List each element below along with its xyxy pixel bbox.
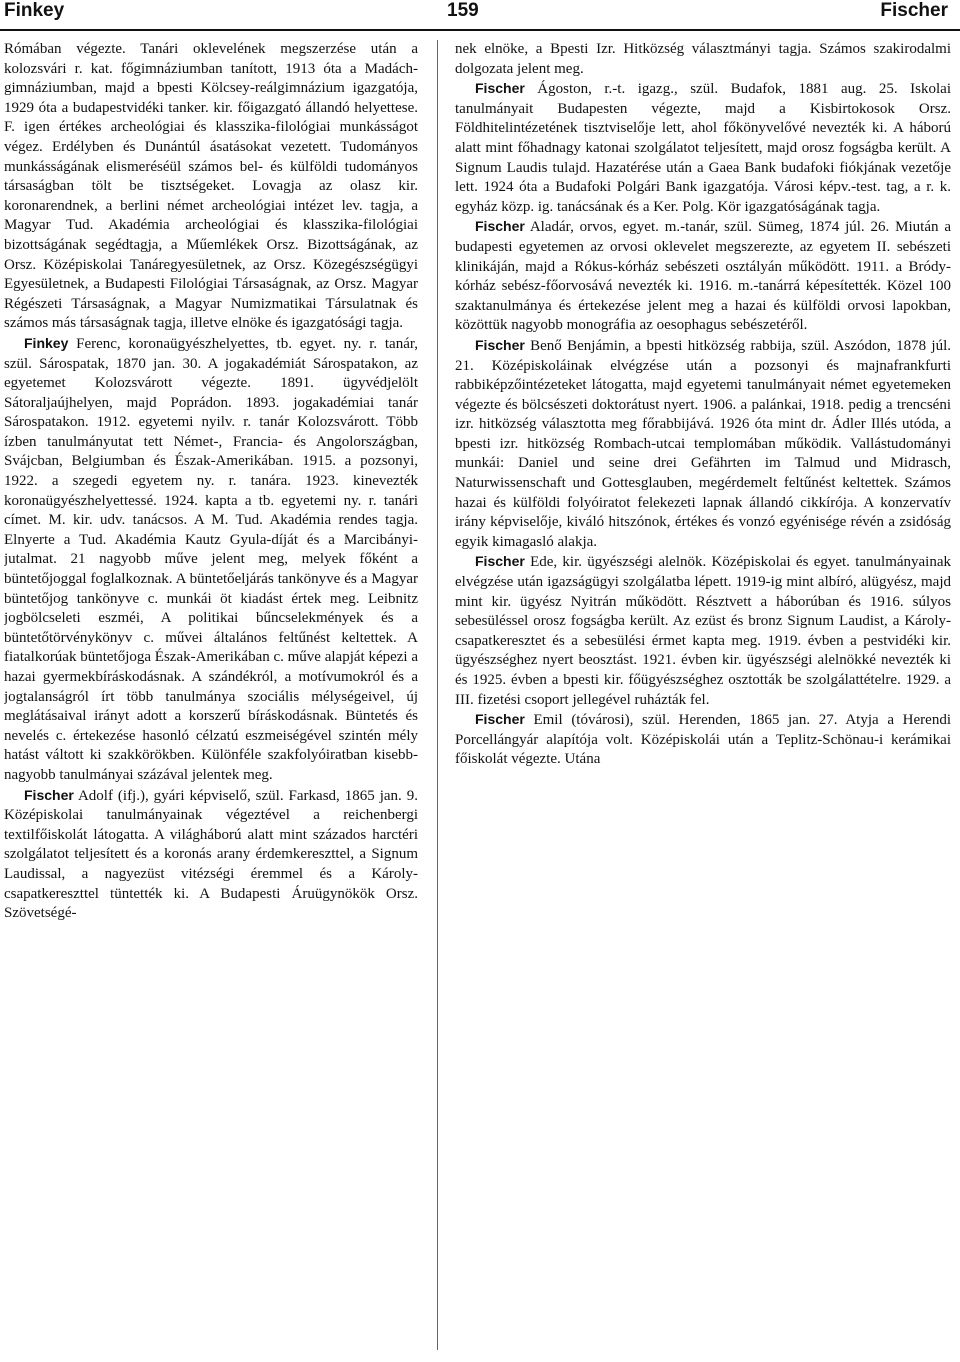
running-header (0, 0, 960, 26)
entry-headword: Finkey (24, 334, 69, 351)
entry-text: Ede, kir. ügyészségi alelnök. Középiskolai és egyet. tanulmányainak elvégzése után igazságügyi szolgálatba lépett. 1919-ig mint albíró, alügyész, majd mint kir. ügyész Nyitrán működött. Résztvett a háborúban és 1916. súlyos sebesüléssel orosz fogságba került. Az ezüst és bronz Signum Laudist, a Károly-csapatkeresztet és a sebesülési érmet kapta meg. 1919. évben a pestvidéki kir. ügyészséghez nyert beosztást. 1921. évben kir. ügyészségi alelnökké nevezték ki és 1925. évben a bpesti kir. főügyészséghez osztották be szolgálattételre. 1929. a III. fizetési csoport jellegével ruházták fel. (455, 554, 951, 708)
entry-text: nek elnöke, a Bpesti Izr. Hitközség választmányi tagja. Számos szakirodalmi dolgozata jelent meg. (455, 41, 951, 77)
entry-finkey-ferenc (4, 334, 418, 786)
entry-headword: Fischer (475, 336, 525, 353)
header-first-entry: Finkey (4, 0, 65, 21)
entry-continuation (455, 40, 951, 79)
entry-fischer-agoston (455, 79, 951, 217)
entry-continuation (4, 40, 418, 334)
entry-text: Aladár, orvos, egyet. m.-tanár, szül. Sümeg, 1874 júl. 26. Miután a budapesti egyetemen az orvosi oklevelet megszerezte, az egyetem II. sebészeti klinikáján, majd a Rókus-kórház sebészeti osztályán működött. 1911. a Bródy-kórház sebész-főorvosává nevezték ki. 1916. m.-tanárrá képesítették. Közel 100 szaktanulmánya és értekezése jelent meg a hazai és külföldi orvosi lapokban, közöttük nagyobb monográfia az oesophagus sebészetéről. (455, 219, 951, 334)
entry-text: Emil (tóvárosi), szül. Herenden, 1865 jan. 27. Atyja a Herendi Porcellángyár alapítója volt. Középiskolái után a Teplitz-Schönau-i kerámikai főiskolát végezte. Utána (455, 712, 951, 768)
entry-headword: Fischer (475, 711, 525, 728)
entry-text: Rómában végezte. Tanári oklevelének megszerzése után a kolozsvári r. kat. főgimnáziumban tanított, 1913 óta a Madách-gimnáziumban, majd a bpesti Kölcsey-reálgimnázium igazgatója, 1929 óta a budapestvidéki tanker. kir. főigazgató állandó helyettese. F. igen értékes archeológiai és klasszika-filológiai munkásságot végez. Erdélyben és Dunántúl ásatásokat vezetett. Tudományos munkásságának elismeréséül számos bel- és külföldi tudományos társaságban tölt be tisztségeket. Lovagja az olasz kir. koronarendnek, a berlini német archeológiai intézet lev. tagja, a Magyar Tud. Akadémia archeológiai és klasszika-filológiai bizottságának segédtagja, a Műemlékek Orsz. Bizottságának, az Orsz. Középiskolai Tanáregyesületnek, az Orsz. Közegészségügyi Egyesületnek, a Budapesti Filológiai Társaságnak, az Orsz. Magyar Régészeti Társaságnak, a Magyar Numizmatikai Társulatnak és számos más társaságnak tagja, illetve elnöke és igazgatósági tagja. (4, 41, 418, 332)
left-column (4, 40, 418, 1358)
entry-fischer-adolf (4, 786, 418, 924)
entry-headword: Fischer (475, 553, 525, 570)
entry-fischer-beno (455, 336, 951, 553)
entry-headword: Fischer (475, 218, 525, 235)
entry-fischer-emil (455, 710, 951, 770)
entry-fischer-ede (455, 552, 951, 710)
entry-headword: Fischer (24, 786, 74, 803)
entry-text: Benő Benjámin, a bpesti hitközség rabbija, szül. Aszódon, 1878 júl. 21. Középiskoláinak elvégzése után a pozsonyi és majnafrankfurti rabbiképzőintézeteket látogatta, majd egyetemi tanulmányait német egyetemeken végezte és bölcsészeti doktorátust nyert. 1906. a palánkai, 1918. pedig a trencséni izr. hitközség választotta meg főrabbijává. 1926 óta mint dr. Ádler Illés utóda, a bpesti izr. hitközség Rombach-utcai templomában működik. Vallástudományi munkái: Daniel und seine drei Gefährten im Talmud und Midrasch, Naturwissenschaft und Gottesglauben, megérdemelt feltűnést keltettek. Számos hazai és külföldi folyóiratot felekezeti lapnak állandó cikkírója. A konzervatív irány képviselője, kiváló hitszónok, értékes és vonzó egyénisége révén a zsidóság egyik kimagasló alakja. (455, 337, 951, 550)
header-last-entry: Fischer (880, 0, 948, 21)
entry-text: Ágoston, r.-t. igazg., szül. Budafok, 1881 aug. 25. Iskolai tanulmányait Budapesten végezte, majd a Kisbirtokosok Orsz. Földhitelintézetének tisztviselője lett, ahol főkönyvelővé nevezték ki. A háború alatt mint főhadnagy katonai szolgálatot teljesített, majd orosz fogságba került. A Signum Laudis tulajd. Hazatérése után a Gaea Bank budafoki fiókjának vezetője lett. 1924 óta a Budafoki Polgári Bank igazgatója. Városi képv.-test. tag, a r. k. egyház közp. ig. tanácsának és a Ker. Polg. Kör igazgatóságának tagja. (455, 81, 951, 215)
column-divider (437, 40, 438, 1350)
entry-fischer-aladar (455, 217, 951, 336)
entry-headword: Fischer (475, 80, 525, 97)
right-column (455, 40, 951, 1358)
entry-text: Ferenc, koronaügyészhelyettes, tb. egyet. ny. r. tanár, szül. Sárospatak, 1870 jan. 30. A jogakadémiát Sárospatakon, az egyetemet Kolozsvárott végezte. 1891. ügyvédjelölt Sátoraljaújhelyen, majd Poprádon. 1893. jogakadémiai tanár Sárospatakon. 1912. egyetemi nyilv. r. tanár Kolozsvárott. Több ízben tanulmányutat tett Német-, Francia- és Angolországban, Svájcban, Belgiumban és Észak-Amerikában. 1915. a pozsonyi, 1922. a szegedi egyetem ny. r. tanára. 1923. kinevezték koronaügyészhelyettessé. 1924. kapta a tb. egyetemi ny. r. tanári címet. M. kir. udv. tanácsos. A M. Tud. Akadémia rendes tagja. Elnyerte a Tud. Akadémia Kautz Gyula-díját és a Marcibányi-jutalmat. 21 nagyobb műve jelent meg, melyek főként a büntetőjoggal foglalkoznak. A büntetőeljárás tankönyve és a Magyar büntetőjog tankönyve c. munkái öt kiadást értek meg. Leibnitz jogbölcseleti eszméi, A politikai bűncselekmények és a büntetőtörvénykönyv c. művei általános feltűnést keltettek. A fiatalkorúak büntetőjoga Észak-Amerikában c. műve alapját képezi a hazai gyermekbíráskodásnak. A szándékról, a motívumokról és a jogtalanságról írt több tanulmánya szociális mélységeivel, új meglátásaival irányt adott a korszerű bíráskodásnak. Büntetés és nevelés c. értekezése hasonló célzatú eszmeiségével szintén mély hatást váltott ki szakkörökben. Különféle szakfolyóiratban kisebb-nagyobb tanulmányai százával jelentek meg. (4, 335, 418, 783)
page-number: 159 (447, 0, 479, 21)
entry-text: Adolf (ifj.), gyári képviselő, szül. Farkasd, 1865 jan. 9. Középiskolai tanulmányainak végeztével a reichenbergi textilfőiskolát látogatta. A világháború alatt mint százados harctéri szolgálatot teljesített és a koronás arany érdemkereszttel, a Signum Laudissal, a nagyezüst vitézségi éremmel és a Károly-csapatkereszttel tüntették ki. A Budapesti Áruügynökök Orsz. Szövetségé- (4, 787, 418, 922)
header-rule (0, 29, 960, 31)
